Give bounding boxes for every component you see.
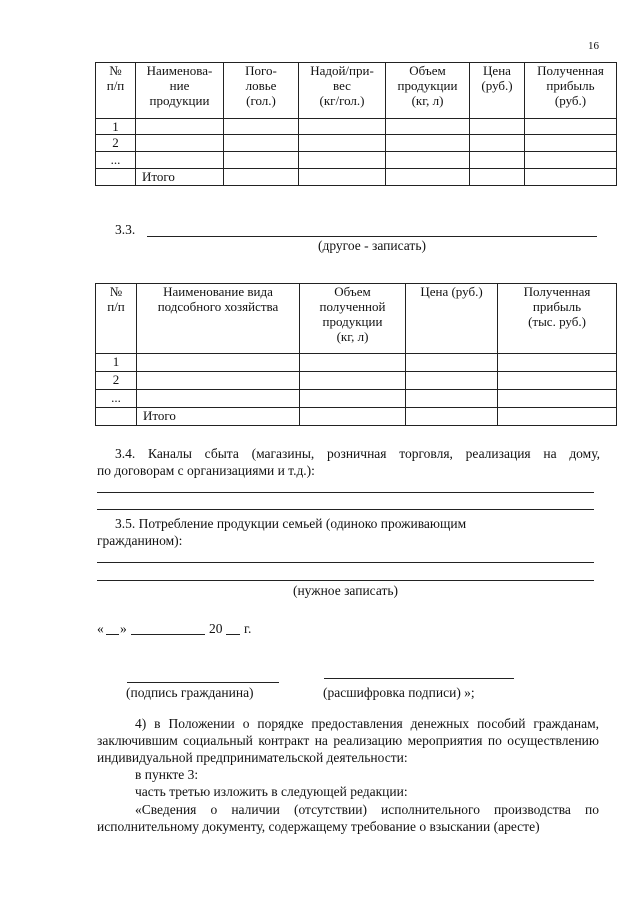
table-cell [96,408,137,426]
table-cell [470,119,525,135]
table-cell [406,372,498,390]
table-cell [470,152,525,169]
fill-in-line [97,509,594,510]
table-cell [498,354,617,372]
fill-in-line [97,562,594,563]
table-cell [386,152,470,169]
total-label: Итого [137,408,300,426]
table-row [96,390,617,408]
table-cell [299,119,386,135]
table-cell [137,372,300,390]
table-cell: ... [96,152,136,169]
table-total-row [96,169,617,186]
header-profit: Полученная прибыль (тыс. руб.) [498,284,617,354]
table-cell: 1 [96,354,137,372]
table-cell [386,169,470,186]
fill-in-line [97,580,594,581]
header-number: № п/п [96,284,137,354]
table-cell [498,372,617,390]
date-year-suffix: г. [244,621,252,636]
table-cell: 1 [96,119,136,135]
table-cell [137,390,300,408]
table-cell: 2 [96,372,137,390]
table-cell [470,135,525,152]
table-cell [386,135,470,152]
table-cell [470,169,525,186]
table-cell [525,152,617,169]
header-number: № п/п [96,63,136,119]
total-label: Итого [136,169,224,186]
section-3-5-line2: гражданином): [97,533,183,548]
table-cell: 2 [96,135,136,152]
table-cell [406,354,498,372]
table-cell [299,152,386,169]
signature-transcript-line [324,678,514,679]
date-open-quote: « [97,621,104,636]
header-yield: Надой/при- вес (кг/гол.) [299,63,386,119]
table-cell [136,119,224,135]
signature-line [127,682,279,683]
table-cell [300,372,406,390]
table-cell [299,169,386,186]
table-cell [525,119,617,135]
table-cell [406,390,498,408]
date-day-blank [106,634,119,635]
page-number: 16 [588,40,599,52]
table-cell [224,169,299,186]
table-cell [136,152,224,169]
signature-caption: (подпись гражданина) [126,685,254,700]
header-volume: Объем полученной продукции (кг, л) [300,284,406,354]
table-row [96,135,617,152]
date-year-blank [226,634,240,635]
header-profit: Полученная прибыль (руб.) [525,63,617,119]
section-3-3-caption: (другое - записать) [318,238,426,253]
table-cell [299,135,386,152]
table-row [96,119,617,135]
date-year-prefix: 20 [209,621,223,636]
table-cell [300,354,406,372]
header-farm-type: Наименование вида подсобного хозяйства [137,284,300,354]
signature-transcript-caption: (расшифровка подписи) »; [323,685,475,700]
date-close-quote: » [120,621,127,636]
table-cell [224,119,299,135]
table-cell [137,354,300,372]
section-3-3-number: 3.3. [115,222,136,237]
subsidiary-farm-table [95,283,617,426]
table-cell [136,135,224,152]
table-total-row [96,408,617,426]
paragraph-4-point: в пункте 3: [135,767,199,782]
section-3-5-line1: 3.5. Потребление продукции семьей (одиноко проживающим [115,516,467,531]
section-3-4-line2: по договорам с организациями и т.д.): [97,463,315,478]
header-price: Цена (руб.) [470,63,525,119]
paragraph-4: 4) в Положении о порядке предоставления денежных пособий гражданам, заключившим социальный контракт на реализацию мероприятия по осуществлению индивидуальной предпринимательской деятельности: [97,716,599,765]
table-row [96,372,617,390]
table-cell [300,408,406,426]
table-row [96,152,617,169]
table-cell [224,152,299,169]
table-cell [300,390,406,408]
table-cell [498,390,617,408]
table-cell [525,169,617,186]
table-cell [498,408,617,426]
table-cell [406,408,498,426]
production-table [95,62,617,186]
section-3-5-caption: (нужное записать) [292,583,399,598]
date-month-blank [131,634,205,635]
fill-in-line [147,236,597,237]
paragraph-4-part: часть третью изложить в следующей редакции: [135,784,408,799]
paragraph-4-quote: «Сведения о наличии (отсутствии) исполнительного производства по исполнительному документу, содержащему требование о взыскании (аресте) [97,802,599,834]
header-volume: Объем продукции (кг, л) [386,63,470,119]
fill-in-line [97,492,594,493]
table-cell [386,119,470,135]
table-row [96,354,617,372]
header-price: Цена (руб.) [406,284,498,354]
table-cell [224,135,299,152]
header-product-name: Наименова- ние продукции [136,63,224,119]
table-cell: ... [96,390,137,408]
header-livestock: Пого- ловье (гол.) [224,63,299,119]
table-cell [525,135,617,152]
table-cell [96,169,136,186]
section-3-4-line1: 3.4. Каналы сбыта (магазины, розничная торговля, реализация на дому, [115,446,600,461]
